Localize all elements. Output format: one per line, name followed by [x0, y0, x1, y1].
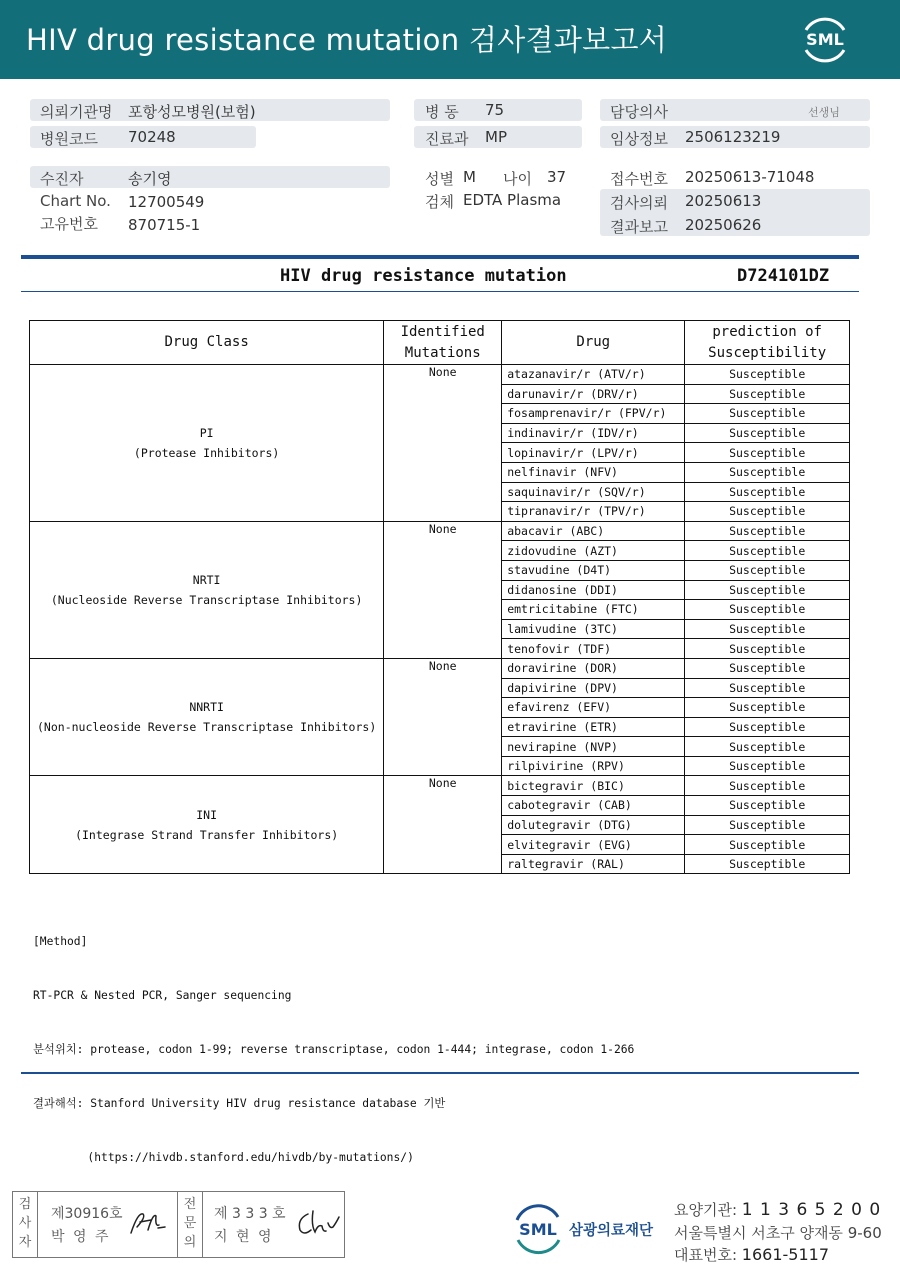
drug-cell: atazanavir/r (ATV/r) [502, 365, 685, 385]
specialist-side-label: 전문의 [183, 1197, 197, 1250]
method-line: [Method] [33, 935, 88, 948]
susceptibility-cell: Susceptible [685, 443, 850, 463]
department-value: MP [485, 128, 507, 146]
susceptibility-cell: Susceptible [685, 404, 850, 424]
susceptibility-cell: Susceptible [685, 462, 850, 482]
drug-cell: rilpivirine (RPV) [502, 756, 685, 776]
susceptibility-cell: Susceptible [685, 776, 850, 796]
specialist-license: 제 3 3 3 호 [214, 1206, 286, 1222]
susceptibility-cell: Susceptible [685, 854, 850, 874]
report-date-label: 결과보고 [610, 218, 668, 236]
report-header [0, 0, 900, 79]
susceptibility-cell: Susceptible [685, 737, 850, 757]
identified-mutations-cell: None [384, 658, 502, 776]
drug-cell: lamivudine (3TC) [502, 619, 685, 639]
drug-cell: nelfinavir (NFV) [502, 462, 685, 482]
doctor-label: 담당의사 [610, 103, 668, 121]
susceptibility-cell: Susceptible [685, 756, 850, 776]
patient-field [30, 166, 390, 188]
chart-label: Chart No. [40, 192, 111, 210]
method-line: (https://hivdb.stanford.edu/hivdb/by-mutations/) [33, 1151, 414, 1164]
department-label: 진료과 [425, 130, 469, 148]
org-code: 요양기관: 1 1 3 6 5 2 0 0 [674, 1200, 882, 1220]
clinical-label: 임상정보 [610, 130, 668, 148]
drug-cell: didanosine (DDI) [502, 580, 685, 600]
susceptibility-cell: Susceptible [685, 678, 850, 698]
method-line: 분석위치: protease, codon 1-99; reverse transcriptase, codon 1-444; integrase, codon 1-266 [33, 1043, 635, 1056]
resistance-table [29, 320, 850, 874]
hospital-code-label: 병원코드 [40, 130, 98, 148]
ward-label: 병 동 [425, 103, 459, 121]
drug-class-cell [30, 521, 384, 658]
tester-license: 제30916호 [51, 1206, 123, 1222]
susceptibility-cell: Susceptible [685, 560, 850, 580]
drug-cell: nevirapine (NVP) [502, 737, 685, 757]
svg-text:SML: SML [519, 1220, 557, 1239]
request-label: 검사의뢰 [610, 194, 668, 212]
org-address: 서울특별시 서초구 양재동 9-60 [674, 1224, 882, 1242]
susceptibility-cell: Susceptible [685, 384, 850, 404]
title-rule-bottom [21, 291, 859, 292]
drug-cell: bictegravir (BIC) [502, 776, 685, 796]
drug-cell: dapivirine (DPV) [502, 678, 685, 698]
identified-mutations-cell: None [384, 776, 502, 874]
susceptibility-cell: Susceptible [685, 521, 850, 541]
drug-class-name: PI [199, 425, 214, 440]
drug-cell: saquinavir/r (SQV/r) [502, 482, 685, 502]
susceptibility-cell: Susceptible [685, 815, 850, 835]
header-drug-class: Drug Class [30, 321, 384, 365]
header-susceptibility: prediction of Susceptibility [685, 321, 850, 365]
specialist-signature-icon [294, 1207, 340, 1239]
drug-cell: tipranavir/r (TPV/r) [502, 502, 685, 522]
request-value: 20250613 [685, 192, 762, 210]
table-row [30, 365, 850, 385]
header-drug: Drug [502, 321, 685, 365]
drug-cell: indinavir/r (IDV/r) [502, 423, 685, 443]
table-row [30, 521, 850, 541]
id-label: 고유번호 [40, 215, 98, 233]
receipt-label: 접수번호 [610, 170, 668, 188]
sml-logo-icon [798, 12, 852, 66]
drug-class-name: INI [196, 807, 218, 822]
sml-org-logo-icon [510, 1202, 566, 1256]
susceptibility-cell: Susceptible [685, 541, 850, 561]
drug-cell: emtricitabine (FTC) [502, 600, 685, 620]
bottom-rule [21, 1072, 859, 1074]
susceptibility-cell: Susceptible [685, 600, 850, 620]
sex-value: M [463, 168, 476, 186]
drug-class-description: (Integrase Strand Transfer Inhibitors) [75, 827, 339, 842]
patient-label: 수진자 [40, 170, 84, 188]
hospital-code-value: 70248 [128, 128, 176, 146]
drug-cell: darunavir/r (DRV/r) [502, 384, 685, 404]
susceptibility-cell: Susceptible [685, 365, 850, 385]
method-line: RT-PCR & Nested PCR, Sanger sequencing [33, 989, 292, 1002]
method-section [33, 897, 634, 1185]
report-code: D724101DZ [737, 266, 830, 286]
header-identified-mutations: Identified Mutations [384, 321, 502, 365]
svg-text:SML: SML [806, 30, 844, 49]
table-row [30, 776, 850, 796]
age-value: 37 [547, 168, 567, 186]
susceptibility-cell: Susceptible [685, 698, 850, 718]
identified-mutations-cell: None [384, 365, 502, 522]
drug-class-cell [30, 658, 384, 776]
drug-cell: etravirine (ETR) [502, 717, 685, 737]
drug-class-cell [30, 365, 384, 522]
drug-cell: lopinavir/r (LPV/r) [502, 443, 685, 463]
susceptibility-cell: Susceptible [685, 639, 850, 659]
identified-mutations-cell: None [384, 521, 502, 658]
drug-cell: tenofovir (TDF) [502, 639, 685, 659]
report-date-value: 20250626 [685, 216, 762, 234]
tester-name: 박 영 주 [51, 1229, 111, 1245]
drug-class-cell [30, 776, 384, 874]
drug-class-name: NRTI [192, 572, 221, 587]
drug-cell: stavudine (D4T) [502, 560, 685, 580]
susceptibility-cell: Susceptible [685, 796, 850, 816]
susceptibility-cell: Susceptible [685, 423, 850, 443]
drug-class-description: (Protease Inhibitors) [133, 445, 280, 460]
ward-value: 75 [485, 101, 505, 119]
specimen-value: EDTA Plasma [463, 191, 562, 209]
report-title: HIV drug resistance mutation [280, 266, 567, 286]
susceptibility-cell: Susceptible [685, 502, 850, 522]
patient-value: 송기영 [128, 170, 172, 188]
specimen-label: 검체 [425, 193, 454, 211]
susceptibility-cell: Susceptible [685, 717, 850, 737]
title-rule-top [21, 255, 859, 259]
method-line: 결과해석: Stanford University HIV drug resistance database 기반 [33, 1097, 446, 1110]
susceptibility-cell: Susceptible [685, 835, 850, 855]
clinical-value: 2506123219 [685, 128, 781, 146]
chart-value: 12700549 [128, 193, 205, 211]
drug-cell: raltegravir (RAL) [502, 854, 685, 874]
table-header-row [30, 321, 850, 365]
doctor-suffix: 선생님 [808, 106, 840, 119]
table-row [30, 658, 850, 678]
drug-class-description: (Nucleoside Reverse Transcriptase Inhibitors) [50, 592, 363, 607]
drug-class-description: (Non-nucleoside Reverse Transcriptase Inhibitors) [37, 720, 377, 735]
org-name: 삼광의료재단 [569, 1223, 654, 1239]
tester-signature-icon [128, 1208, 168, 1238]
specialist-name: 지 현 영 [214, 1229, 274, 1245]
signature-box [12, 1191, 345, 1258]
org-phone: 대표번호: 1661-5117 [674, 1245, 830, 1264]
drug-cell: zidovudine (AZT) [502, 541, 685, 561]
institution-label: 의뢰기관명 [40, 103, 113, 121]
tester-side-label: 검사자 [18, 1197, 32, 1250]
age-label: 나이 [503, 170, 532, 188]
susceptibility-cell: Susceptible [685, 658, 850, 678]
drug-cell: dolutegravir (DTG) [502, 815, 685, 835]
susceptibility-cell: Susceptible [685, 482, 850, 502]
receipt-value: 20250613-71048 [685, 168, 815, 186]
report-header-title: HIV drug resistance mutation 검사결과보고서 [26, 23, 668, 57]
drug-cell: cabotegravir (CAB) [502, 796, 685, 816]
drug-cell: efavirenz (EFV) [502, 698, 685, 718]
institution-value: 포항성모병원(보험) [128, 103, 256, 121]
id-value: 870715-1 [128, 216, 201, 234]
sex-label: 성별 [425, 170, 454, 188]
susceptibility-cell: Susceptible [685, 580, 850, 600]
drug-cell: doravirine (DOR) [502, 658, 685, 678]
susceptibility-cell: Susceptible [685, 619, 850, 639]
drug-cell: elvitegravir (EVG) [502, 835, 685, 855]
drug-cell: fosamprenavir/r (FPV/r) [502, 404, 685, 424]
drug-class-name: NNRTI [189, 700, 224, 715]
drug-cell: abacavir (ABC) [502, 521, 685, 541]
